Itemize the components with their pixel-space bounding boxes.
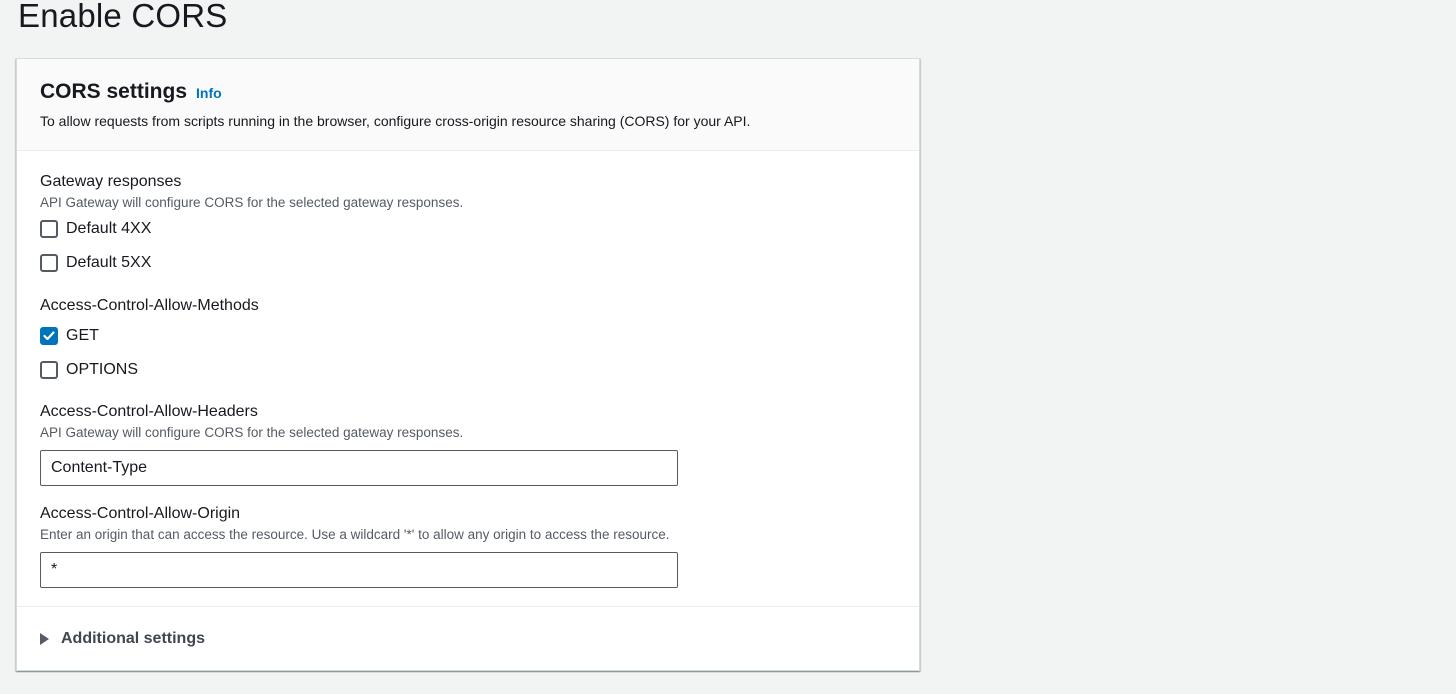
- gateway-responses-label: Gateway responses: [40, 173, 182, 190]
- allow-origin-label: Access-Control-Allow-Origin: [40, 505, 241, 522]
- checkbox-icon[interactable]: [40, 254, 58, 272]
- additional-settings-toggle[interactable]: [17, 607, 919, 670]
- allow-methods-label: Access-Control-Allow-Methods: [40, 297, 259, 314]
- checkbox-label: Default 4XX: [66, 220, 152, 237]
- panel-header: [17, 59, 919, 151]
- checkbox-label: Default 5XX: [66, 254, 152, 271]
- gateway-responses-field: [40, 172, 680, 280]
- allow-headers-field: [40, 402, 680, 486]
- checkbox-options[interactable]: [40, 353, 680, 387]
- additional-settings-label: Additional settings: [61, 629, 205, 647]
- checkbox-default-4xx[interactable]: [40, 212, 680, 246]
- checkbox-icon[interactable]: [40, 327, 58, 345]
- allow-headers-input[interactable]: [40, 450, 678, 486]
- caret-right-icon: [40, 633, 49, 645]
- panel-header-row: [40, 80, 896, 104]
- page-title: Enable CORS: [18, 0, 228, 34]
- checkbox-icon[interactable]: [40, 220, 58, 238]
- allow-methods-field: [40, 296, 680, 387]
- gateway-responses-description: API Gateway will configure CORS for the selected gateway responses.: [40, 195, 464, 210]
- panel-body: [17, 151, 919, 607]
- checkbox-label: OPTIONS: [66, 361, 139, 378]
- allow-origin-field: [40, 504, 680, 588]
- allow-origin-description: Enter an origin that can access the resource. Use a wildcard '*' to allow any origin to access the resource.: [40, 527, 670, 542]
- allow-headers-label: Access-Control-Allow-Headers: [40, 403, 258, 420]
- checkbox-get[interactable]: [40, 319, 680, 353]
- cors-settings-panel: [16, 58, 920, 671]
- checkbox-label: GET: [66, 327, 99, 344]
- panel-title: CORS settings: [40, 80, 188, 103]
- allow-headers-description: API Gateway will configure CORS for the selected gateway responses.: [40, 425, 464, 440]
- allow-origin-input[interactable]: [40, 552, 678, 588]
- checkbox-default-5xx[interactable]: [40, 246, 680, 280]
- panel-description: To allow requests from scripts running in the browser, configure cross-origin resource sharing (CORS) for your API.: [40, 113, 751, 129]
- checkbox-icon[interactable]: [40, 361, 58, 379]
- info-link[interactable]: Info: [196, 85, 222, 101]
